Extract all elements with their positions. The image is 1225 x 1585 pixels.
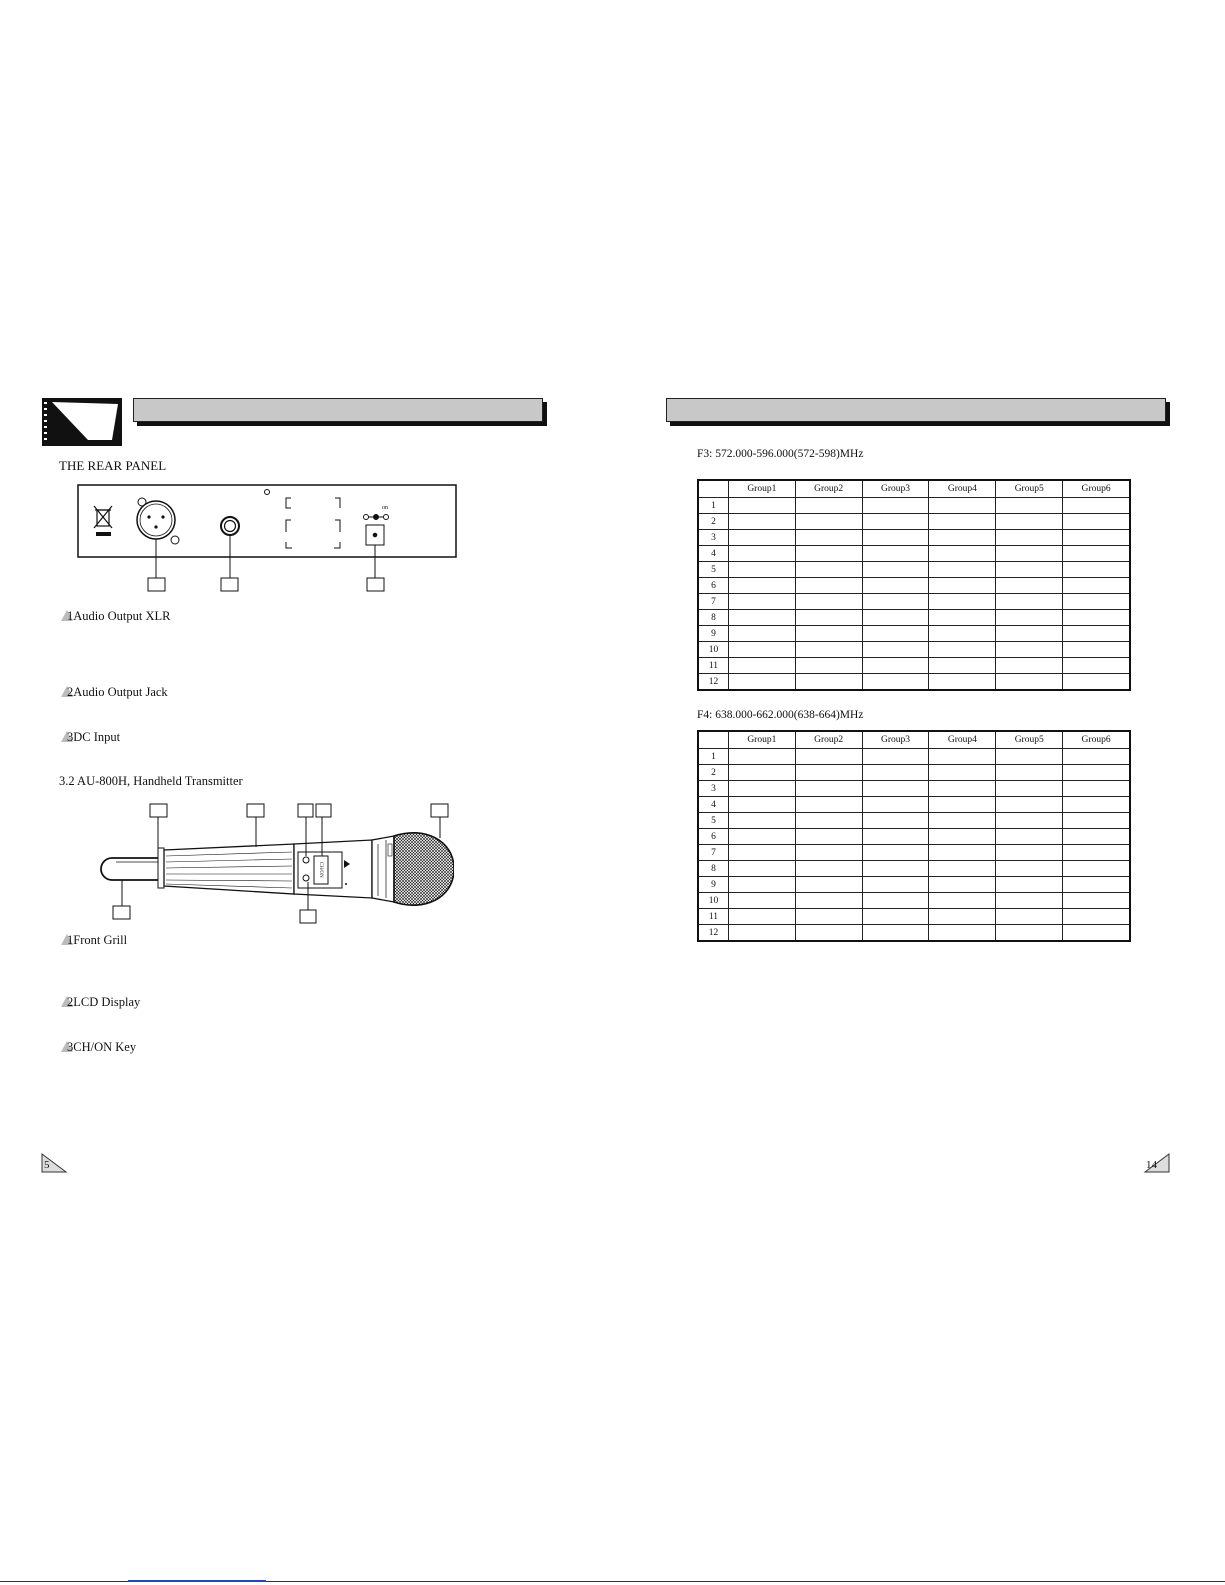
page-number-right: 14	[1146, 1159, 1157, 1171]
table-cell	[996, 562, 1063, 578]
table-row-label: 10	[698, 893, 728, 909]
rear-item-3: 3DC Input	[61, 730, 120, 745]
table-cell	[795, 578, 862, 594]
table-row-label: 7	[698, 845, 728, 861]
table-cell	[862, 562, 929, 578]
table-row-label: 4	[698, 546, 728, 562]
table-cell	[1063, 626, 1130, 642]
table-header-cell: Group6	[1063, 731, 1130, 749]
table-cell	[728, 578, 795, 594]
table-cell	[728, 594, 795, 610]
table-cell	[929, 498, 996, 514]
table-cell	[862, 765, 929, 781]
table-cell	[929, 781, 996, 797]
table-cell	[795, 781, 862, 797]
table-header-row	[698, 480, 1130, 498]
table-cell	[929, 594, 996, 610]
table-cell	[996, 498, 1063, 514]
tx-item-1: 1Front Grill	[61, 933, 127, 948]
table-cell	[929, 658, 996, 674]
table-row	[698, 530, 1130, 546]
table-cell	[728, 877, 795, 893]
rear-panel-diagram	[76, 484, 461, 596]
table-row-label: 8	[698, 861, 728, 877]
table-cell	[1063, 765, 1130, 781]
table-cell	[862, 658, 929, 674]
table-cell	[996, 594, 1063, 610]
table-cell	[728, 658, 795, 674]
table-cell	[929, 674, 996, 691]
table-cell	[728, 861, 795, 877]
table-cell	[1063, 845, 1130, 861]
table-cell	[1063, 674, 1130, 691]
table-cell	[996, 781, 1063, 797]
table-cell	[929, 813, 996, 829]
table-row	[698, 813, 1130, 829]
table-cell	[795, 658, 862, 674]
table-cell	[1063, 514, 1130, 530]
table-cell	[728, 514, 795, 530]
table-cell	[862, 514, 929, 530]
table-cell	[728, 610, 795, 626]
table-cell	[996, 530, 1063, 546]
table-cell	[929, 861, 996, 877]
table-header-cell: Group5	[996, 731, 1063, 749]
table-cell	[795, 749, 862, 765]
table-cell	[929, 749, 996, 765]
dc-polarity-mark: on	[382, 505, 388, 511]
table-cell	[929, 642, 996, 658]
table-row	[698, 642, 1130, 658]
table-cell	[929, 514, 996, 530]
table-cell	[1063, 797, 1130, 813]
table-cell	[1063, 562, 1130, 578]
table-cell	[795, 610, 862, 626]
table-cell	[929, 546, 996, 562]
table-cell	[862, 610, 929, 626]
table-cell	[996, 893, 1063, 909]
table-cell	[728, 829, 795, 845]
table-cell	[862, 797, 929, 813]
table-header-cell: Group6	[1063, 480, 1130, 498]
table-row	[698, 626, 1130, 642]
table-row-label: 1	[698, 749, 728, 765]
table-cell	[795, 845, 862, 861]
table-cell	[1063, 909, 1130, 925]
table-cell	[728, 498, 795, 514]
table-cell	[728, 765, 795, 781]
table-header-cell: Group1	[728, 480, 795, 498]
table-cell	[795, 893, 862, 909]
table-row-label: 6	[698, 578, 728, 594]
table-cell	[728, 813, 795, 829]
table-cell	[996, 749, 1063, 765]
bottom-link-underline	[128, 1580, 266, 1582]
table-row	[698, 845, 1130, 861]
table-cell	[862, 578, 929, 594]
table-cell	[996, 658, 1063, 674]
table-cell	[929, 578, 996, 594]
table-cell	[862, 925, 929, 942]
table-f4-title: F4: 638.000-662.000(638-664)MHz	[697, 709, 864, 721]
table-f3	[697, 479, 1131, 691]
table-cell	[996, 610, 1063, 626]
table-cell	[1063, 893, 1130, 909]
table-cell	[862, 594, 929, 610]
table-cell	[862, 530, 929, 546]
table-cell	[795, 909, 862, 925]
table-cell	[1063, 781, 1130, 797]
right-header-banner	[666, 398, 1166, 422]
table-row-label: 6	[698, 829, 728, 845]
table-cell	[862, 626, 929, 642]
brand-logo-icon	[42, 398, 122, 446]
table-cell	[996, 925, 1063, 942]
table-cell	[728, 642, 795, 658]
table-cell	[996, 861, 1063, 877]
table-cell	[929, 877, 996, 893]
table-cell	[1063, 877, 1130, 893]
table-cell	[795, 829, 862, 845]
table-row	[698, 893, 1130, 909]
table-cell	[795, 546, 862, 562]
table-cell	[929, 845, 996, 861]
table-cell	[795, 642, 862, 658]
table-row	[698, 797, 1130, 813]
table-cell	[996, 642, 1063, 658]
table-header-cell: Group3	[862, 480, 929, 498]
table-header-row	[698, 731, 1130, 749]
table-row-label: 12	[698, 674, 728, 691]
table-row	[698, 562, 1130, 578]
table-cell	[862, 642, 929, 658]
table-row	[698, 546, 1130, 562]
left-header-banner	[133, 398, 543, 422]
table-cell	[929, 530, 996, 546]
table-cell	[862, 546, 929, 562]
table-row-label: 1	[698, 498, 728, 514]
table-cell	[728, 562, 795, 578]
table-row-label: 2	[698, 514, 728, 530]
table-row-label: 9	[698, 626, 728, 642]
table-cell	[929, 562, 996, 578]
table-cell	[996, 845, 1063, 861]
table-row	[698, 925, 1130, 942]
table-cell	[929, 909, 996, 925]
table-cell	[795, 498, 862, 514]
table-cell	[996, 765, 1063, 781]
table-f3-title: F3: 572.000-596.000(572-598)MHz	[697, 448, 864, 460]
table-cell	[862, 829, 929, 845]
table-cell	[996, 626, 1063, 642]
table-cell	[728, 797, 795, 813]
table-cell	[1063, 658, 1130, 674]
table-row	[698, 909, 1130, 925]
table-cell	[1063, 749, 1130, 765]
table-cell	[929, 626, 996, 642]
table-cell	[1063, 829, 1130, 845]
page-number-left: 5	[44, 1159, 50, 1171]
table-cell	[996, 546, 1063, 562]
handheld-transmitter-diagram	[94, 800, 454, 928]
table-cell	[862, 861, 929, 877]
table-cell	[996, 674, 1063, 691]
table-row-label: 11	[698, 658, 728, 674]
table-cell	[1063, 546, 1130, 562]
table-cell	[996, 813, 1063, 829]
table-cell	[862, 893, 929, 909]
table-row	[698, 749, 1130, 765]
table-cell	[795, 674, 862, 691]
table-row-label: 7	[698, 594, 728, 610]
table-cell	[862, 909, 929, 925]
table-header-cell: Group2	[795, 480, 862, 498]
table-row	[698, 658, 1130, 674]
table-cell	[728, 749, 795, 765]
table-row-label: 5	[698, 813, 728, 829]
table-cell	[862, 813, 929, 829]
table-row	[698, 610, 1130, 626]
tx-item-3: 3CH/ON Key	[61, 1040, 136, 1055]
table-cell	[862, 845, 929, 861]
table-cell	[996, 514, 1063, 530]
table-cell	[1063, 498, 1130, 514]
table-cell	[929, 829, 996, 845]
table-cell	[795, 765, 862, 781]
rear-panel-title: THE REAR PANEL	[59, 458, 167, 473]
table-cell	[1063, 813, 1130, 829]
table-row-label: 4	[698, 797, 728, 813]
table-corner-cell	[698, 731, 728, 749]
tx-item-2: 2LCD Display	[61, 995, 140, 1010]
table-cell	[929, 797, 996, 813]
table-cell	[795, 514, 862, 530]
table-cell	[728, 925, 795, 942]
table-f4	[697, 730, 1131, 942]
rear-item-2: 2Audio Output Jack	[61, 685, 168, 700]
transmitter-title: 3.2 AU-800H, Handheld Transmitter	[59, 774, 243, 788]
table-row	[698, 781, 1130, 797]
table-header-cell: Group3	[862, 731, 929, 749]
table-row-label: 2	[698, 765, 728, 781]
table-cell	[728, 845, 795, 861]
table-row	[698, 498, 1130, 514]
table-cell	[1063, 861, 1130, 877]
table-cell	[728, 893, 795, 909]
table-cell	[862, 749, 929, 765]
table-cell	[728, 909, 795, 925]
table-cell	[1063, 610, 1130, 626]
table-cell	[862, 674, 929, 691]
table-corner-cell	[698, 480, 728, 498]
table-cell	[1063, 578, 1130, 594]
table-cell	[1063, 530, 1130, 546]
table-cell	[1063, 642, 1130, 658]
table-row	[698, 514, 1130, 530]
table-header-cell: Group1	[728, 731, 795, 749]
lcd-label: CH/ON	[318, 862, 323, 878]
table-cell	[929, 610, 996, 626]
table-cell	[862, 877, 929, 893]
table-row-label: 12	[698, 925, 728, 942]
table-cell	[728, 546, 795, 562]
table-cell	[929, 765, 996, 781]
table-row-label: 8	[698, 610, 728, 626]
table-row	[698, 594, 1130, 610]
table-cell	[795, 813, 862, 829]
table-cell	[728, 530, 795, 546]
table-cell	[862, 781, 929, 797]
table-row-label: 9	[698, 877, 728, 893]
table-row	[698, 861, 1130, 877]
table-header-cell: Group5	[996, 480, 1063, 498]
table-cell	[862, 498, 929, 514]
table-cell	[1063, 594, 1130, 610]
table-cell	[929, 925, 996, 942]
table-cell	[996, 829, 1063, 845]
table-cell	[795, 594, 862, 610]
table-cell	[795, 925, 862, 942]
table-row-label: 3	[698, 530, 728, 546]
table-row	[698, 578, 1130, 594]
table-row-label: 10	[698, 642, 728, 658]
table-row	[698, 674, 1130, 691]
table-cell	[728, 626, 795, 642]
table-cell	[795, 861, 862, 877]
table-cell	[795, 797, 862, 813]
table-header-cell: Group2	[795, 731, 862, 749]
table-cell	[795, 877, 862, 893]
table-row	[698, 877, 1130, 893]
table-cell	[1063, 925, 1130, 942]
table-cell	[728, 781, 795, 797]
rear-item-1: 1Audio Output XLR	[61, 609, 170, 624]
table-cell	[996, 909, 1063, 925]
table-row-label: 5	[698, 562, 728, 578]
table-header-cell: Group4	[929, 480, 996, 498]
table-row-label: 11	[698, 909, 728, 925]
table-cell	[996, 877, 1063, 893]
table-header-cell: Group4	[929, 731, 996, 749]
table-cell	[996, 797, 1063, 813]
table-cell	[795, 562, 862, 578]
table-cell	[929, 893, 996, 909]
table-row	[698, 829, 1130, 845]
table-row-label: 3	[698, 781, 728, 797]
table-cell	[728, 674, 795, 691]
table-cell	[795, 530, 862, 546]
table-row	[698, 765, 1130, 781]
table-cell	[996, 578, 1063, 594]
table-cell	[795, 626, 862, 642]
